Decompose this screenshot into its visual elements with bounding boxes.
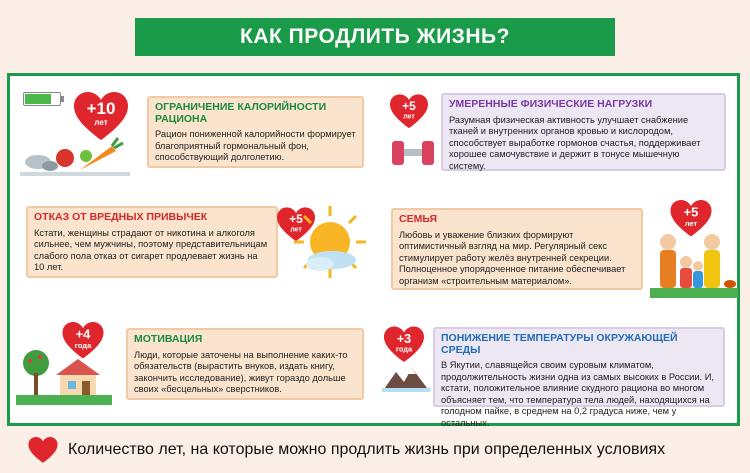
family-icon — [650, 228, 738, 298]
house-icon — [16, 345, 112, 405]
badge-unit: лет — [94, 118, 108, 127]
footer-caption: Количество лет, на которые можно продлить жизнь при определенных условиях — [68, 441, 666, 458]
card-heading: МОТИВАЦИЯ — [134, 333, 203, 345]
badge-value: +10 — [86, 99, 116, 118]
card-body: Разумная физическая активность улучшает снабжение тканей и внутренних органов кровью и кислородом, способствует выработке гормонов счастья, поддерживает хорошее самочувствие и держит в тонусе мышечную систему. — [449, 114, 701, 171]
card-body: Рацион пониженной калорийности формирует благоприятный гормональный фон, способствующий долголетию. — [155, 129, 356, 163]
card-body: Люди, которые заточены на выполнение каких-то обязательств (вырастить внуков, издать книгу, закончить исследование), живут гораздо дольше своих «бесцельных» сверстников. — [134, 349, 348, 395]
card-calories — [147, 96, 364, 168]
badge-unit: года — [395, 344, 413, 354]
card-motivation — [126, 328, 364, 400]
card-family — [391, 208, 643, 290]
badge-unit: лет — [403, 113, 415, 121]
heart-badge-icon — [384, 326, 424, 364]
card-heading: ОГРАНИЧЕНИЕ КАЛОРИЙНОСТИ РАЦИОНА — [155, 101, 327, 125]
card-body: В Якутии, славящейся своим суровым климатом, продолжительность жизни одна из самых высоких в России. И, кстати, положительное влияние скудного рациона во многом объясняет тем, что температура тела людей, находящихся на голодном пайке, в среднем на 0,2 градуса ниже, чем у остальных. — [441, 360, 714, 428]
badge-value: +4 — [75, 326, 91, 342]
card-exercise — [441, 93, 726, 171]
dumbbell-icon — [388, 135, 438, 171]
card-body: Кстати, женщины страдают от никотина и алкоголя сильнее, чем мужчины, поэтому представительницам слабого пола отказ от сигарет продлевает жизнь на 10 лет. — [34, 227, 268, 273]
badge-unit: лет — [684, 218, 698, 228]
sun-icon — [290, 202, 370, 284]
badge-value: +5 — [402, 98, 416, 113]
badge-value: +5 — [289, 211, 303, 226]
card-heading: УМЕРЕННЫЕ ФИЗИЧЕСКИЕ НАГРУЗКИ — [449, 98, 653, 110]
badge-value: +3 — [396, 331, 412, 346]
card-habits — [26, 206, 278, 278]
card-heading: ПОНИЖЕНИЕ ТЕМПЕРАТУРЫ ОКРУЖАЮЩЕЙ СРЕДЫ — [441, 332, 678, 356]
heart-icon — [28, 437, 58, 464]
heart-badge-icon — [390, 94, 428, 130]
badge-unit: лет — [290, 226, 302, 234]
badge-value: +5 — [683, 204, 699, 220]
heart-badge-icon — [74, 92, 128, 142]
battery-icon — [23, 92, 61, 106]
mountain-icon — [382, 364, 430, 392]
page-title: КАК ПРОДЛИТЬ ЖИЗНЬ? — [135, 18, 615, 56]
card-body: Любовь и уважение близких формируют оптимистичный взгляд на мир. Регулярный секс стимулирует работу желёз внутренней секреции. Полноценное упорядоченное питание обеспечивает организм «строительным материалом». — [399, 229, 626, 286]
card-temperature — [433, 327, 725, 428]
card-heading: СЕМЬЯ — [399, 213, 438, 225]
badge-unit: года — [74, 340, 92, 350]
card-heading: ОТКАЗ ОТ ВРЕДНЫХ ПРИВЫЧЕК — [34, 211, 208, 223]
